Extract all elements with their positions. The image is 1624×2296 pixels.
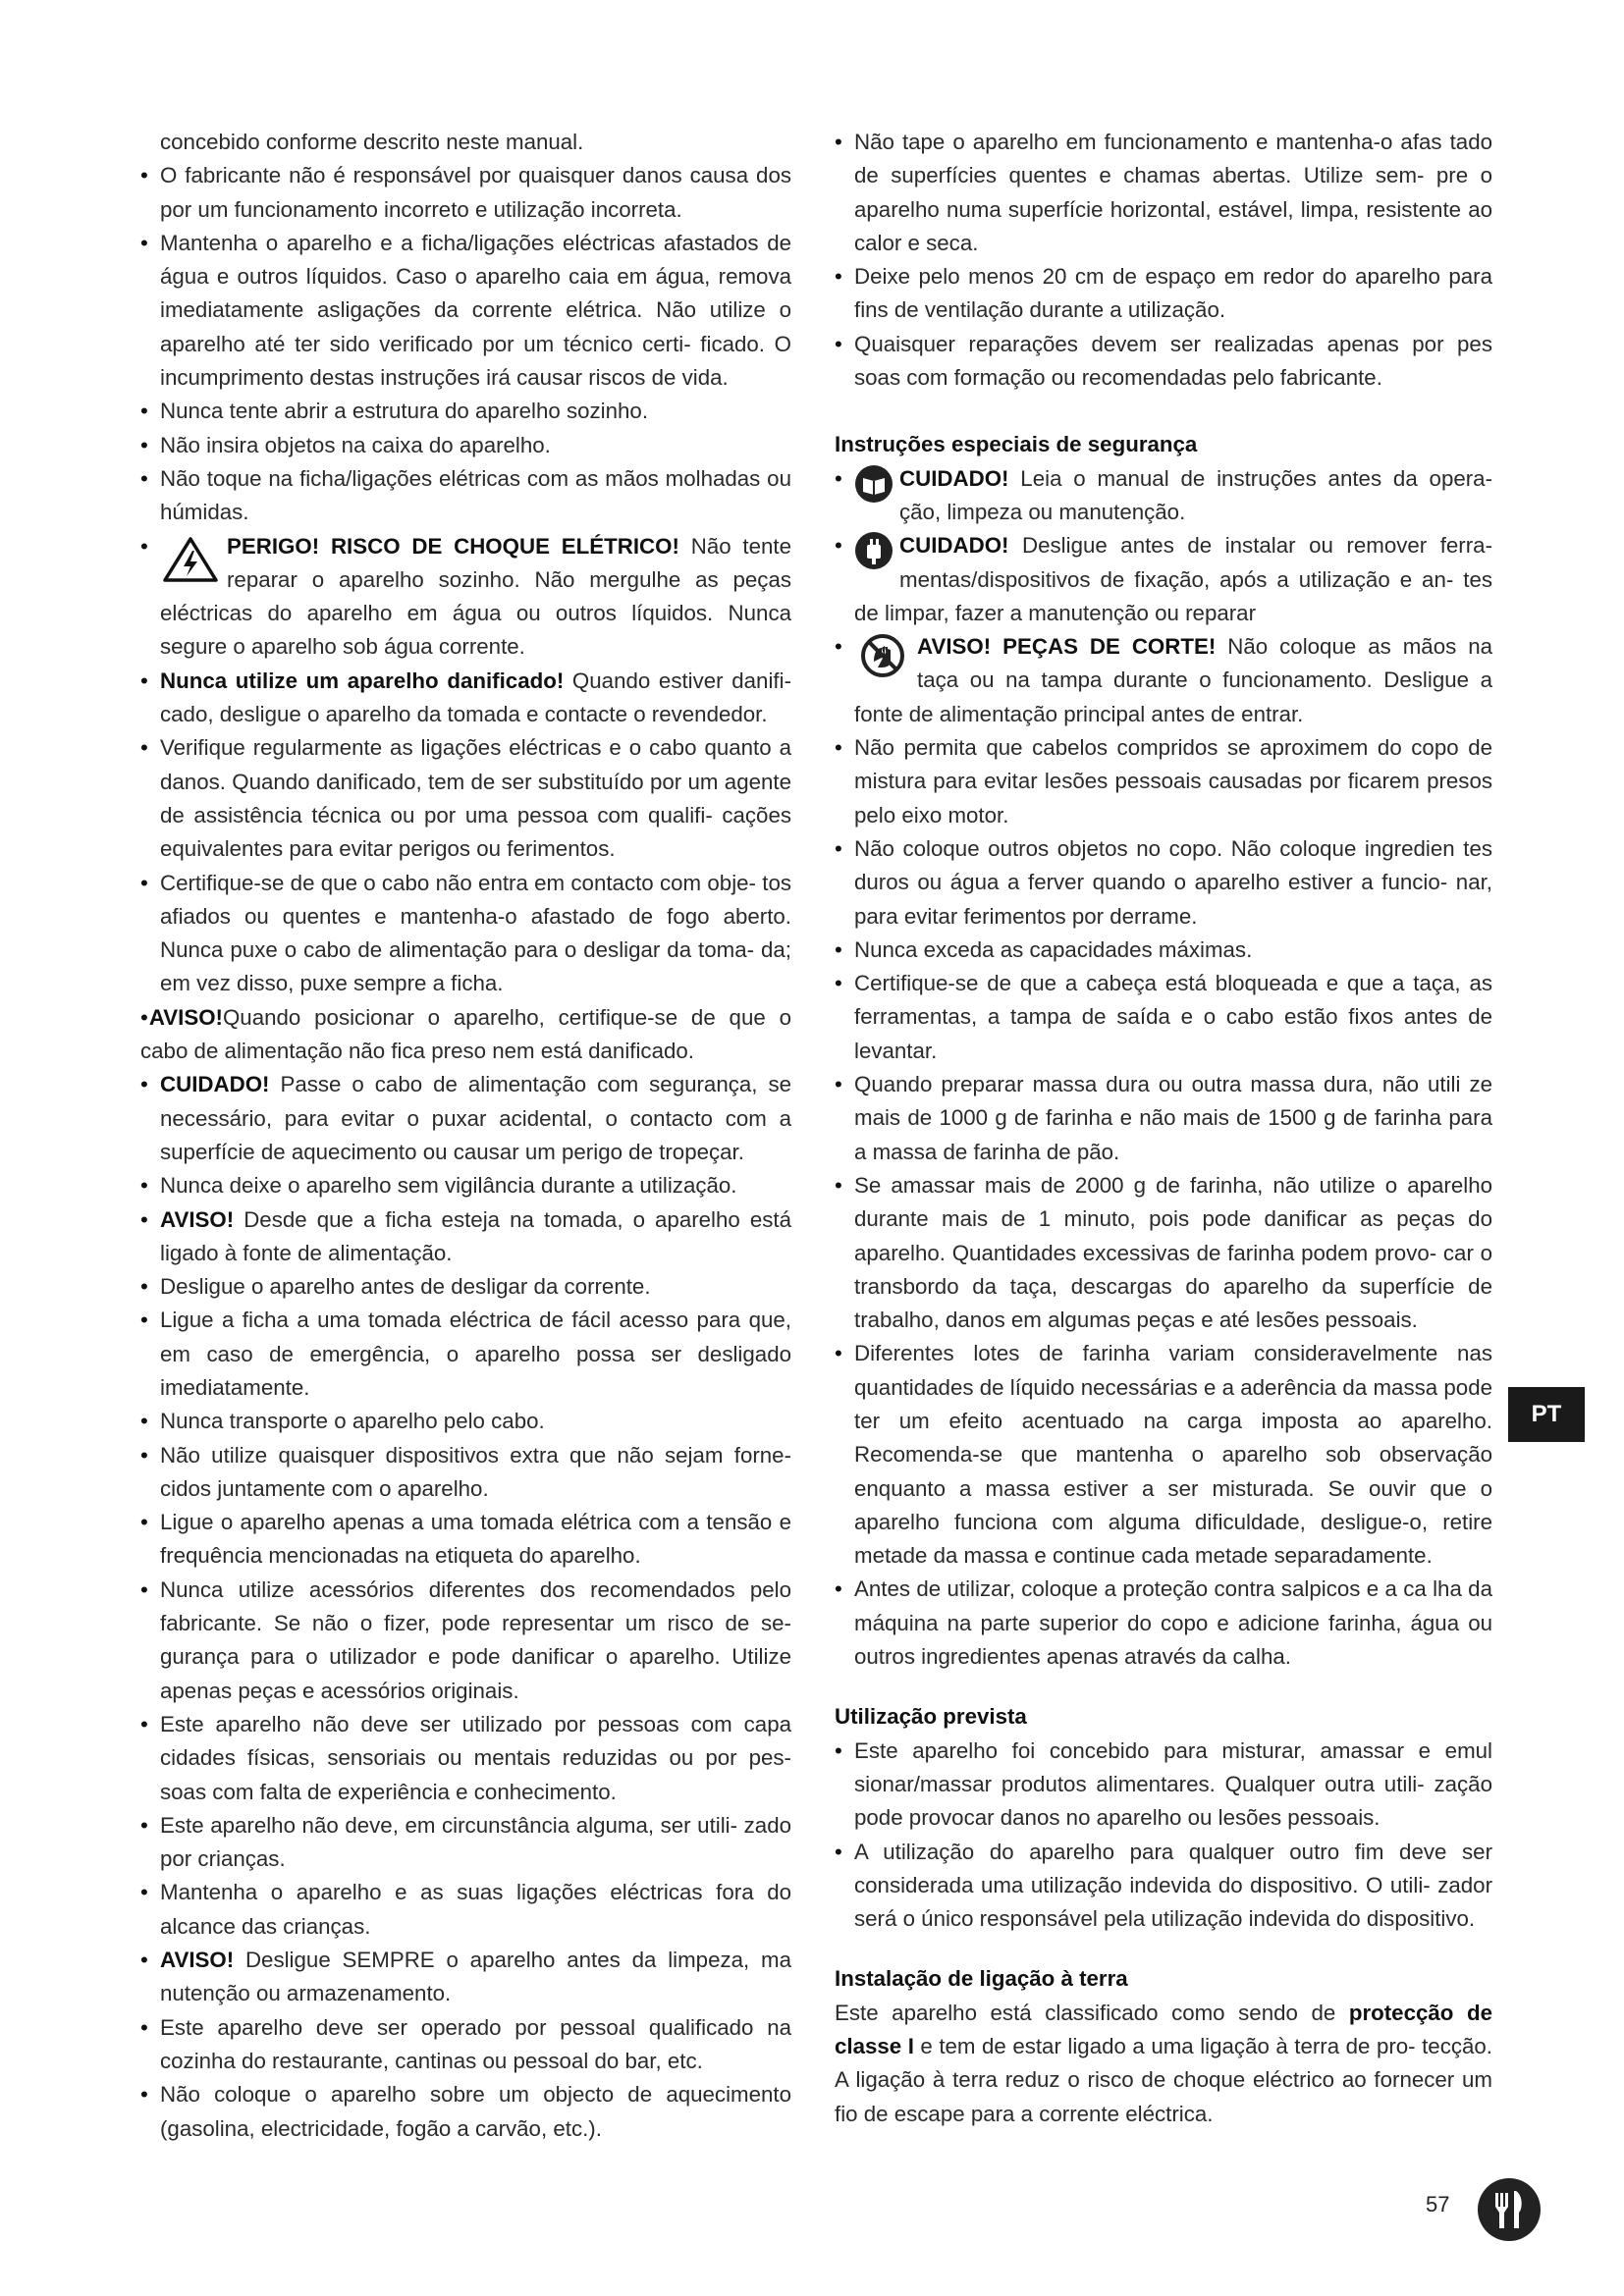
list-item: • Não permita que cabelos compridos se aproximem do copo de mistura para evitar lesões pessoais causadas por ficarem presos pelo eixo motor. xyxy=(835,731,1492,832)
list-item: • Nunca utilize acessórios diferentes dos recomendados pelo fabricante. Se não o fizer, pode representar um risco de se- gurança para o utilizador e pode danificar o aparelho. Utilize apenas peças e acessórios originais. xyxy=(140,1574,791,1708)
list-item: • Não utilize quaisquer dispositivos extra que não sejam forne- cidos juntamente com o aparelho. xyxy=(140,1439,791,1507)
list-item: • Ligue a ficha a uma tomada eléctrica de fácil acesso para que, em caso de emergência, o aparelho possa ser desligado imediatamente. xyxy=(140,1304,791,1405)
list-item: • Nunca utilize um aparelho danificado! Quando estiver danifi- cado, desligue o aparelho da tomada e contacte o revendedor. xyxy=(140,665,791,732)
list-item: • Ligue o aparelho apenas a uma tomada elétrica com a tensão e frequência mencionadas na etiqueta do aparelho. xyxy=(140,1506,791,1574)
list-item: • O fabricante não é responsável por quaisquer danos causa dos por um funcionamento incorreto e utilização incorreta. xyxy=(140,159,791,227)
list-item: • Quaisquer reparações devem ser realizadas apenas por pes soas com formação ou recomendadas pelo fabricante. xyxy=(835,328,1492,396)
grounding-paragraph: Este aparelho está classificado como sendo de protecção de classe I e tem de estar ligado a uma ligação à terra de pro- tecção. A ligação à terra reduz o risco de choque eléctrico ao fornecer um fio de escape para a corrente eléctrica. xyxy=(835,2000,1492,2126)
list-item: • Quando preparar massa dura ou outra massa dura, não utili ze mais de 1000 g de farinha e não mais de 1500 g de farinha para a massa de farinha de pão. xyxy=(835,1068,1492,1169)
section-heading-intended-use: Utilização prevista xyxy=(835,1704,1027,1730)
list-item: • Nunca exceda as capacidades máximas. xyxy=(835,934,1492,967)
list-item: • CUIDADO! Passe o cabo de alimentação com segurança, se necessário, para evitar o puxar acidental, o contacto com a superfície de aquecimento ou causar um perigo de tropeçar. xyxy=(140,1068,791,1169)
left-column xyxy=(140,126,791,2146)
list-item-unplug: • CUIDADO! Desligue antes de instalar ou remover ferra- mentas/dispositivos de fixação, após a utilização e an- tes de limpar, fazer a manutenção ou reparar xyxy=(835,529,1492,630)
list-item: • Este aparelho foi concebido para misturar, amassar e emul sionar/massar produtos alimentares. Qualquer outra utili- zação pode provocar danos no aparelho ou lesões pessoais. xyxy=(835,1735,1492,1836)
electric-shock-warning-icon xyxy=(162,536,219,583)
list-item: • Deixe pelo menos 20 cm de espaço em redor do aparelho para fins de ventilação durante a utilização. xyxy=(835,260,1492,328)
list-item: • Não toque na ficha/ligações elétricas com as mãos molhadas ou húmidas. xyxy=(140,462,791,530)
list-item: • Não tape o aparelho em funcionamento e mantenha-o afas tado de superfícies quentes e chamas abertas. Utilize sem- pre o aparelho numa superfície horizontal, estável, limpa, resistente ao calor e seca. xyxy=(835,126,1492,260)
intro-text: concebido conforme descrito neste manual. xyxy=(160,130,584,154)
list-item: • Mantenha o aparelho e as suas ligações eléctricas fora do alcance das crianças. xyxy=(140,1876,791,1944)
list-item: • AVISO! Desde que a ficha esteja na tomada, o aparelho está ligado à fonte de alimentação. xyxy=(140,1203,791,1271)
list-item-shock-danger: • PERIGO! RISCO DE CHOQUE ELÉTRICO! Não tente reparar o aparelho sozinho. Não mergulhe as peças eléctricas do aparelho em água ou outros líquidos. Nunca segure o aparelho sob água corrente. xyxy=(140,530,791,665)
page-number: 57 xyxy=(1426,2192,1450,2216)
list-item: • Desligue o aparelho antes de desligar da corrente. xyxy=(140,1270,791,1304)
language-tab: PT xyxy=(1508,1387,1585,1442)
cutlery-logo-icon xyxy=(1477,2177,1542,2242)
list-item: • Antes de utilizar, coloque a proteção contra salpicos e a ca lha da máquina na parte superior do copo e adicione farinha, água ou outros ingredientes apenas através da calha. xyxy=(835,1573,1492,1674)
list-item: • Este aparelho deve ser operado por pessoal qualificado na cozinha do restaurante, cantinas ou pessoal do bar, etc. xyxy=(140,2011,791,2079)
list-item: • Nunca deixe o aparelho sem vigilância durante a utilização. xyxy=(140,1169,791,1202)
list-item: • Este aparelho não deve, em circunstância alguma, ser utili- zado por crianças. xyxy=(140,1809,791,1877)
list-item: • Verifique regularmente as ligações eléctricas e o cabo quanto a danos. Quando danificado, tem de ser substituído por um agente de assistência técnica ou por uma pessoa com qualifi- cações equivalentes para evitar perigos ou ferimentos. xyxy=(140,731,791,866)
read-manual-icon xyxy=(854,464,893,504)
section-heading-safety: Instruções especiais de segurança xyxy=(835,432,1198,457)
list-item: • Certifique-se de que a cabeça está bloqueada e que a taça, as ferramentas, a tampa de saída e o cabo estão fixos antes de levantar. xyxy=(835,967,1492,1068)
list-item-read-manual: • CUIDADO! Leia o manual de instruções antes da opera- ção, limpeza ou manutenção. xyxy=(835,462,1492,530)
list-item: • Não insira objetos na caixa do aparelho. xyxy=(140,429,791,462)
unplug-icon xyxy=(854,531,893,570)
right-column xyxy=(835,126,1492,2131)
list-item: • Certifique-se de que o cabo não entra em contacto com obje- tos afiados ou quentes e mantenha-o afastado de fogo aberto. Nunca puxe o cabo de alimentação para o desligar da toma- da; em vez disso, puxe sempre a ficha. xyxy=(140,867,791,1001)
list-item: • AVISO! Desligue SEMPRE o aparelho antes da limpeza, ma nutenção ou armazenamento. xyxy=(140,1944,791,2011)
list-item: • Diferentes lotes de farinha variam consideravelmente nas quantidades de líquido necessárias e a aderência da massa pode ter um efeito acentuado na carga imposta ao aparelho. Recomenda-se que mantenha o aparelho sob observação enquanto a massa estiver a ser misturada. Se ouvir que o aparelho funciona com alguma dificuldade, desligue-o, retire metade da massa e continue cada metade separadamente. xyxy=(835,1337,1492,1573)
list-item: • Se amassar mais de 2000 g de farinha, não utilize o aparelho durante mais de 1 minuto, pois pode danificar as peças do aparelho. Quantidades excessivas de farinha podem provo- car o transbordo da taça, descargas do aparelho da superfície de trabalho, danos em algumas peças e até lesões pessoais. xyxy=(835,1169,1492,1337)
list-item: • Nunca transporte o aparelho pelo cabo. xyxy=(140,1405,791,1438)
list-item: • Este aparelho não deve ser utilizado por pessoas com capa cidades físicas, sensoriais ou mentais reduzidas ou por pes- soas com falta de experiência e conhecimento. xyxy=(140,1708,791,1809)
no-hands-icon xyxy=(854,632,911,679)
list-item: • Nunca tente abrir a estrutura do aparelho sozinho. xyxy=(140,395,791,428)
list-item: • A utilização do aparelho para qualquer outro fim deve ser considerada uma utilização indevida do dispositivo. O utili- zador será o único responsável pela utilização indevida do dispositivo. xyxy=(835,1836,1492,1937)
list-item: • Não coloque o aparelho sobre um objecto de aquecimento (gasolina, electricidade, fogão a carvão, etc.). xyxy=(140,2078,791,2146)
list-item: • Não coloque outros objetos no copo. Não coloque ingredien tes duros ou água a ferver quando o aparelho estiver a funcio- nar, para evitar ferimentos por derrame. xyxy=(835,832,1492,934)
list-item: • AVISO!Quando posicionar o aparelho, certifique-se de que o cabo de alimentação não fica preso nem está danificado. xyxy=(140,1001,791,1069)
section-heading-grounding: Instalação de ligação à terra xyxy=(835,1966,1128,1992)
list-item-cutting-parts: • AVISO! PEÇAS DE CORTE! Não coloque as mãos na taça ou na tampa durante o funcionamento. Desligue a fonte de alimentação principal antes de entrar. xyxy=(835,630,1492,731)
list-item: • Mantenha o aparelho e a ficha/ligações eléctricas afastados de água e outros líquidos. Caso o aparelho caia em água, remova imediatamente asligações da corrente elétrica. Não utilize o aparelho até ter sido verificado por um técnico certi- ficado. O incumprimento destas instruções irá causar riscos de vida. xyxy=(140,227,791,395)
